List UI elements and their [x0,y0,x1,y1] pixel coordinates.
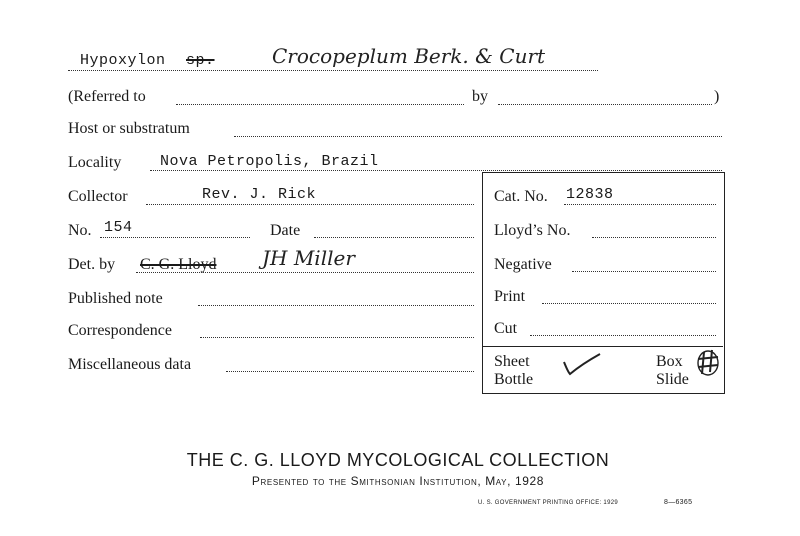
form-number: 8—6365 [664,499,693,506]
negative-label: Negative [494,256,552,273]
close-paren: ) [714,88,720,105]
cut-line [530,335,716,336]
det-by-handwritten: JH Miller [262,246,355,270]
bottle-label: Bottle [494,371,534,388]
collection-title: THE C. G. LLOYD MYCOLOGICAL COLLECTION [186,450,610,470]
sp-struck: sp. [186,52,215,69]
species-line [68,70,598,71]
det-by-line [136,272,474,273]
host-line [234,136,722,137]
no-line [100,237,250,238]
published-note-line [198,305,474,306]
printing-office-note: U. S. GOVERNMENT PRINTING OFFICE: 1929 [478,500,618,506]
misc-data-label: Miscellaneous data [68,356,192,373]
correspondence-label: Correspondence [68,322,172,339]
print-line [542,303,716,304]
lloyds-no-label: Lloyd’s No. [494,222,571,239]
host-label: Host or substratum [68,120,190,137]
locality-label: Locality [68,154,122,171]
collection-subtitle: Presented to the Smithsonian Institution, May, 1928 [251,474,545,488]
collector-value: Rev. J. Rick [202,186,317,203]
locality-value: Nova Petropolis, Brazil [160,153,379,170]
collector-line [146,204,474,205]
date-label: Date [270,222,301,239]
det-by-label: Det. by [68,256,116,273]
catalog-box-divider [482,346,723,347]
cat-no-value: 12838 [566,186,614,203]
date-line [314,237,474,238]
lloyds-no-line [592,237,716,238]
published-note-label: Published note [68,290,163,307]
by-line [498,104,712,105]
checkmark-icon [560,350,604,380]
misc-data-line [226,371,474,372]
no-value: 154 [104,219,133,236]
locality-line [150,170,722,171]
species-handwritten: Crocopeplum Berk. & Curt [272,44,546,68]
slide-label: Slide [656,371,689,388]
box-label: Box [656,353,683,370]
negative-line [572,271,716,272]
by-label: by [472,88,488,105]
cat-no-line [564,204,716,205]
no-label: No. [68,222,92,239]
sheet-label: Sheet [494,353,530,370]
genus-name: Hypoxylon [80,52,166,69]
det-by-struck: C. G. Lloyd [140,256,217,273]
collector-label: Collector [68,188,128,205]
hash-mark-icon [696,348,722,378]
cut-label: Cut [494,320,518,337]
print-label: Print [494,288,526,305]
referred-to-line [176,104,464,105]
correspondence-line [200,337,474,338]
cat-no-label: Cat. No. [494,188,548,205]
referred-to-label: (Referred to [68,88,146,105]
